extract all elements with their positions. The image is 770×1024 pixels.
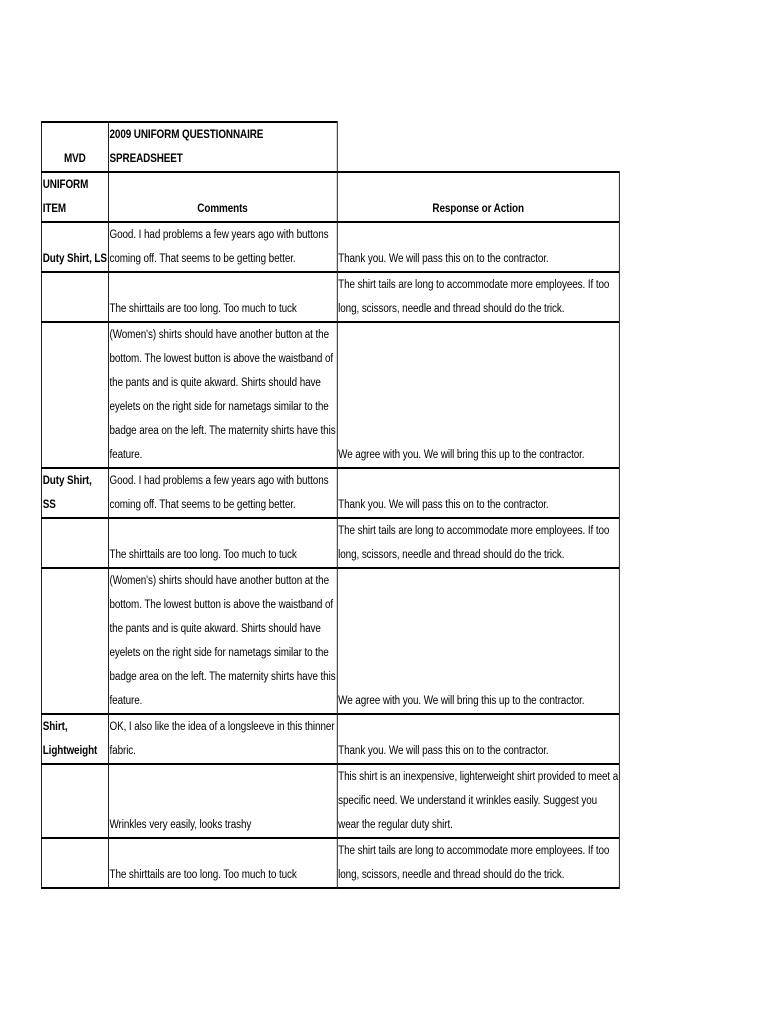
table-row	[41, 347, 619, 371]
table-row	[41, 493, 619, 518]
item-cell: Shirt,	[41, 714, 108, 739]
item-cell	[41, 395, 108, 419]
header-blank-2	[108, 172, 337, 197]
item-cell	[41, 813, 108, 838]
response-cell	[337, 714, 620, 739]
item-cell	[41, 665, 108, 689]
response-cell: long, scissors, needle and thread should do the trick.	[337, 297, 620, 322]
table-row	[41, 838, 619, 863]
response-cell	[337, 617, 620, 641]
response-cell: wear the regular duty shirt.	[337, 813, 620, 838]
item-cell	[41, 838, 108, 863]
response-cell: We agree with you. We will bring this up to the contractor.	[337, 689, 620, 714]
table-row	[41, 419, 619, 443]
comment-cell: feature.	[108, 443, 337, 468]
response-cell: Thank you. We will pass this on to the contractor.	[337, 247, 620, 272]
item-cell	[41, 543, 108, 568]
comment-cell: fabric.	[108, 739, 337, 764]
table-row	[41, 371, 619, 395]
comment-cell	[108, 272, 337, 297]
response-cell: long, scissors, needle and thread should do the trick.	[337, 863, 620, 888]
item-cell: SS	[41, 493, 108, 518]
comment-cell	[108, 789, 337, 813]
item-cell	[41, 443, 108, 468]
table-row	[41, 297, 619, 322]
comment-cell: Wrinkles very easily, looks trashy	[108, 813, 337, 838]
item-cell	[41, 297, 108, 322]
response-cell	[337, 222, 620, 247]
table-row	[41, 739, 619, 764]
header-item: ITEM	[41, 197, 108, 222]
table-row	[41, 395, 619, 419]
response-cell: specific need. We understand it wrinkles easily. Suggest you	[337, 789, 620, 813]
comment-cell: The shirttails are too long. Too much to tuck	[108, 297, 337, 322]
comment-cell: The shirttails are too long. Too much to tuck	[108, 543, 337, 568]
table-row	[41, 641, 619, 665]
table-row	[41, 443, 619, 468]
comment-cell: eyelets on the right side for nametags similar to the	[108, 395, 337, 419]
item-cell: Duty Shirt, LS	[41, 247, 108, 272]
table-row	[41, 813, 619, 838]
comment-cell: feature.	[108, 689, 337, 714]
item-cell	[41, 593, 108, 617]
table-row	[41, 689, 619, 714]
response-cell: long, scissors, needle and thread should do the trick.	[337, 543, 620, 568]
response-cell	[337, 468, 620, 493]
item-cell	[41, 764, 108, 789]
response-cell	[337, 641, 620, 665]
comment-cell: badge area on the left. The maternity shirts have this	[108, 419, 337, 443]
table-row	[41, 714, 619, 739]
item-cell: Duty Shirt,	[41, 468, 108, 493]
table-row	[41, 665, 619, 689]
header-row-2	[41, 172, 619, 197]
response-cell: Thank you. We will pass this on to the contractor.	[337, 493, 620, 518]
header-row-1	[41, 122, 619, 172]
item-cell	[41, 419, 108, 443]
table-row	[41, 518, 619, 543]
item-cell	[41, 371, 108, 395]
table-row	[41, 468, 619, 493]
item-cell	[41, 689, 108, 714]
response-cell	[337, 665, 620, 689]
comment-cell: coming off. That seems to be getting better.	[108, 493, 337, 518]
response-cell	[337, 568, 620, 593]
comment-cell: (Women's) shirts should have another button at the	[108, 322, 337, 347]
item-cell	[41, 641, 108, 665]
item-cell	[41, 518, 108, 543]
item-cell	[41, 789, 108, 813]
item-cell: Lightweight	[41, 739, 108, 764]
response-cell	[337, 593, 620, 617]
header-mvd: MVD	[41, 122, 108, 172]
comment-cell: eyelets on the right side for nametags similar to the	[108, 641, 337, 665]
comment-cell: The shirttails are too long. Too much to tuck	[108, 863, 337, 888]
response-cell: The shirt tails are long to accommodate more employees. If too	[337, 518, 620, 543]
response-cell: We agree with you. We will bring this up to the contractor.	[337, 443, 620, 468]
header-row-3	[41, 197, 619, 222]
item-cell	[41, 863, 108, 888]
table-row	[41, 272, 619, 297]
item-cell	[41, 347, 108, 371]
comment-cell	[108, 764, 337, 789]
header-response: Response or Action	[337, 197, 620, 222]
response-cell	[337, 322, 620, 347]
response-cell	[337, 371, 620, 395]
comment-cell: bottom. The lowest button is above the waistband of	[108, 593, 337, 617]
comment-cell: Good. I had problems a few years ago with buttons	[108, 222, 337, 247]
header-uniform: UNIFORM	[41, 172, 108, 197]
header-blank	[337, 122, 620, 172]
response-cell: The shirt tails are long to accommodate more employees. If too	[337, 838, 620, 863]
comment-cell: bottom. The lowest button is above the waistband of	[108, 347, 337, 371]
response-cell	[337, 395, 620, 419]
comment-cell: the pants and is quite akward. Shirts should have	[108, 371, 337, 395]
comment-cell	[108, 838, 337, 863]
response-cell: This shirt is an inexpensive, lighterweight shirt provided to meet a	[337, 764, 620, 789]
table-row	[41, 247, 619, 272]
header-comments: Comments	[108, 197, 337, 222]
comment-cell: (Women's) shirts should have another button at the	[108, 568, 337, 593]
table-row	[41, 543, 619, 568]
item-cell	[41, 272, 108, 297]
comment-cell: OK, I also like the idea of a longsleeve in this thinner	[108, 714, 337, 739]
response-cell	[337, 347, 620, 371]
response-cell: Thank you. We will pass this on to the contractor.	[337, 739, 620, 764]
questionnaire-body	[41, 122, 619, 888]
comment-cell: the pants and is quite akward. Shirts should have	[108, 617, 337, 641]
questionnaire-table	[41, 121, 620, 889]
header-blank-3	[337, 172, 620, 197]
response-cell: The shirt tails are long to accommodate more employees. If too	[337, 272, 620, 297]
spreadsheet-title: 2009 UNIFORM QUESTIONNAIRE SPREADSHEET	[108, 122, 337, 172]
item-cell	[41, 568, 108, 593]
table-row	[41, 593, 619, 617]
table-row	[41, 617, 619, 641]
table-row	[41, 863, 619, 888]
item-cell	[41, 617, 108, 641]
table-row	[41, 764, 619, 789]
table-row	[41, 568, 619, 593]
comment-cell: badge area on the left. The maternity shirts have this	[108, 665, 337, 689]
table-row	[41, 222, 619, 247]
comment-cell: coming off. That seems to be getting better.	[108, 247, 337, 272]
comment-cell: Good. I had problems a few years ago with buttons	[108, 468, 337, 493]
comment-cell	[108, 518, 337, 543]
item-cell	[41, 222, 108, 247]
item-cell	[41, 322, 108, 347]
response-cell	[337, 419, 620, 443]
table-row	[41, 789, 619, 813]
table-row	[41, 322, 619, 347]
